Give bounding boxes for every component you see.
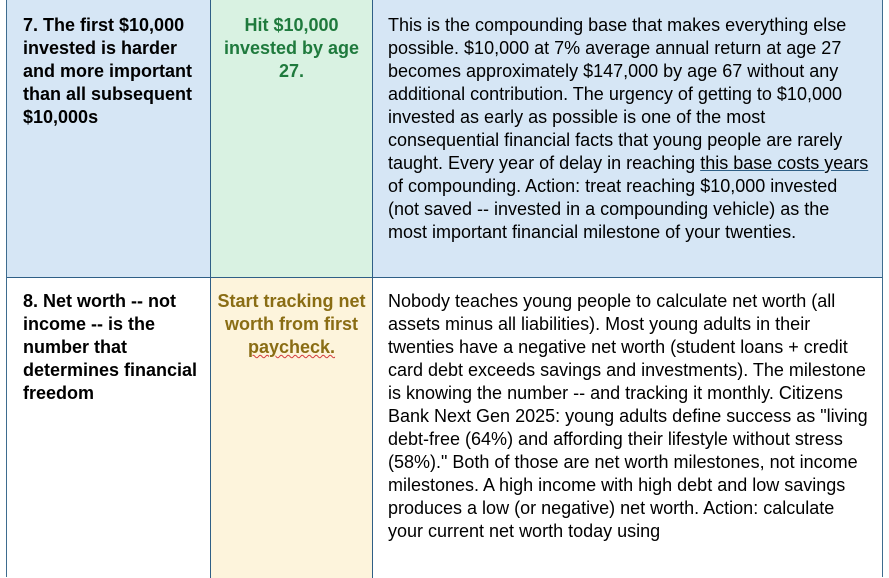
principle-cell: [7, 0, 210, 277]
principle-label: 7. The first $10,000 invested is harder and more important than all subsequent $10,000s: [23, 15, 193, 127]
milestone-cell: [210, 278, 372, 578]
explanation-text: [388, 14, 872, 244]
explanation-text: Nobody teaches young people to calculate net worth (all assets minus all liabilities). Most young adults in their twenties have a negative net worth (student loans + credit card debt exceeds savings and investments). The milestone is knowing the number -- and tracking it monthly. Citizens Bank Next Gen 2025: young adults define success as "living debt-free (64%) and affording their lifestyle without stress (58%)." Both of those are net worth milestones, not income milestones. A high income with high debt and low savings produces a low (or negative) net worth. Action: calculate your current net worth today using: [388, 291, 868, 541]
table-row: [7, 0, 882, 277]
explanation-cell: [372, 0, 882, 277]
milestone-part: Start tracking net worth from first: [217, 291, 366, 334]
explanation-part: This is the compounding base that makes everything else possible. $10,000 at 7% average annual return at age 27 becomes approximately $147,000 by age 67 without any additional contribution. The urgency of getting to $10,000 invested as early as possible is one of the most consequential financial facts that young people are rarely taught. Every year of delay in reaching: [388, 15, 847, 173]
explanation-cell: [372, 278, 882, 578]
milestone-text: [211, 290, 372, 359]
table-row: [7, 277, 882, 578]
milestones-table: [6, 0, 883, 577]
spellcheck-flagged-word[interactable]: paycheck.: [247, 337, 336, 357]
milestone-text: Hit $10,000 invested by age 27.: [223, 15, 360, 81]
underlined-phrase: this base costs years: [700, 153, 869, 173]
milestone-cell: [210, 0, 372, 277]
explanation-part: of compounding. Action: treat reaching $10,000 invested (not saved -- invested in a compounding vehicle) as the most important financial milestone of your twenties.: [388, 176, 838, 242]
principle-label: 8. Net worth -- not income -- is the number that determines financial freedom: [23, 291, 198, 403]
principle-cell: [7, 278, 210, 578]
